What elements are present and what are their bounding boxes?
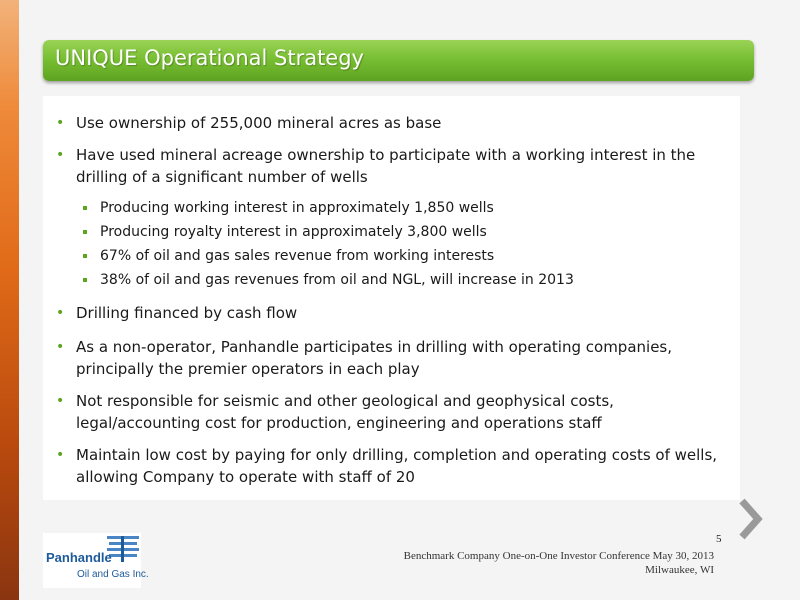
- bullet-dot-icon: •: [56, 147, 65, 163]
- sub-bullet-text: Producing royalty interest in approximately 3,800 wells: [100, 224, 487, 240]
- bullet-text: Drilling financed by cash flow: [76, 304, 298, 322]
- sub-bullet-item: [56, 268, 736, 292]
- bullet-list: [56, 112, 736, 488]
- sub-bullet-text: 38% of oil and gas revenues from oil and NGL, will increase in 2013: [100, 272, 574, 288]
- sub-bullet-text: Producing working interest in approximately 1,850 wells: [100, 200, 494, 216]
- bullet-dot-icon: •: [56, 447, 65, 463]
- sub-bullet-text: 67% of oil and gas sales revenue from working interests: [100, 248, 495, 264]
- sub-bullet-item: [56, 220, 736, 244]
- left-decorative-stripe: [0, 0, 19, 600]
- next-slide-chevron-icon[interactable]: [737, 498, 767, 540]
- bullet-text: As a non-operator, Panhandle participates in drilling with operating companies, principally the premier operators in each play: [76, 338, 673, 378]
- sub-bullet-item: [56, 196, 736, 220]
- sub-bullet-square-icon: [83, 230, 87, 234]
- logo-bars-icon: [107, 536, 139, 562]
- bullet-item: [56, 302, 736, 324]
- logo-subtitle: Oil and Gas Inc.: [77, 569, 149, 580]
- bullet-item: [56, 144, 736, 188]
- bullet-text: Not responsible for seismic and other geological and geophysical costs, legal/accounting cost for production, engineering and operations staff: [76, 392, 614, 432]
- bullet-dot-icon: •: [56, 305, 65, 321]
- page-number: 5: [716, 533, 722, 545]
- bullet-dot-icon: •: [56, 393, 65, 409]
- sub-bullet-square-icon: [83, 254, 87, 258]
- bullet-item: [56, 336, 736, 380]
- bullet-dot-icon: •: [56, 115, 65, 131]
- company-logo: [43, 533, 149, 588]
- bullet-item: [56, 112, 736, 134]
- bullet-text: Maintain low cost by paying for only drilling, completion and operating costs of wells, allowing Company to operate with staff of 20: [76, 446, 718, 486]
- bullet-item: [56, 444, 736, 488]
- footer-location: Milwaukee, WI: [645, 564, 714, 576]
- title-bar: [43, 40, 754, 81]
- bullet-text: Use ownership of 255,000 mineral acres as base: [76, 114, 442, 132]
- bullet-dot-icon: •: [56, 339, 65, 355]
- logo-wordmark: Panhandle: [46, 550, 112, 565]
- sub-bullet-item: [56, 244, 736, 268]
- bullet-item: [56, 390, 736, 434]
- footer-conference: Benchmark Company One-on-One Investor Conference May 30, 2013: [403, 550, 714, 562]
- sub-bullet-square-icon: [83, 278, 87, 282]
- bullet-text: Have used mineral acreage ownership to participate with a working interest in the drilling of a significant number of wells: [76, 146, 696, 186]
- slide-title: UNIQUE Operational Strategy: [55, 46, 364, 70]
- sub-bullet-square-icon: [83, 206, 87, 210]
